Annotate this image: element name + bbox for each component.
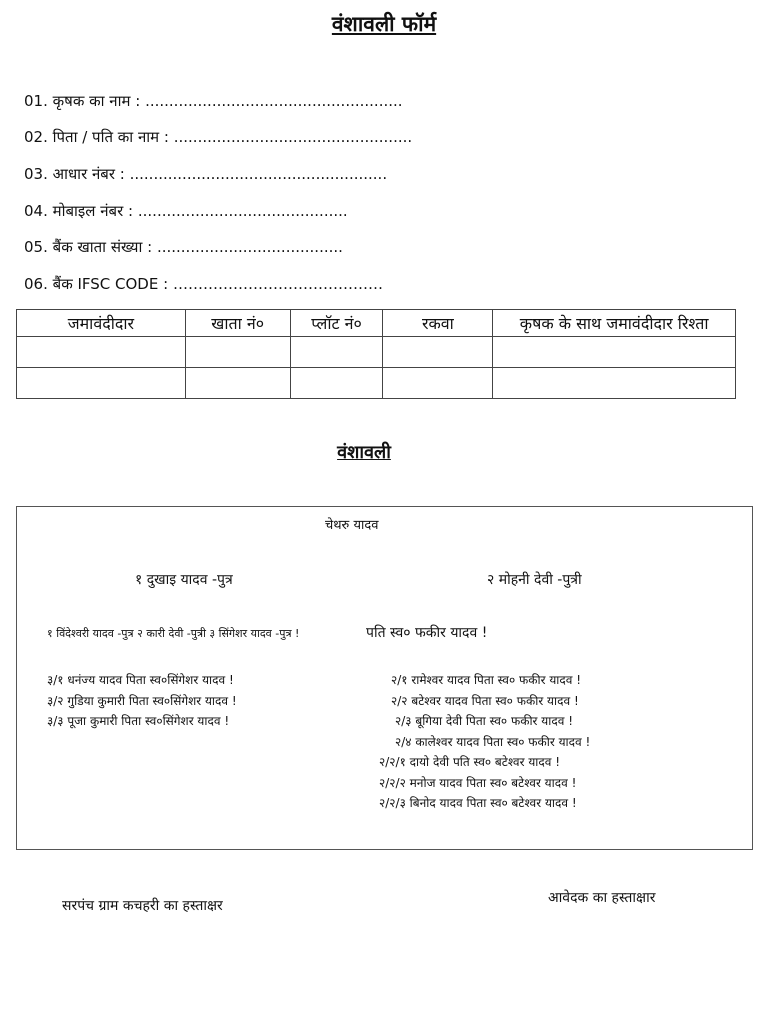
col-header-owner: जमावंदीदार	[17, 310, 186, 337]
table-row	[17, 368, 736, 399]
table-header-row	[17, 310, 736, 337]
tree-grandchildren-line: १ विंदेश्वरी यादव -पुत्र २ कारी देवी -पुत्री ३ सिंगेशर यादव -पुत्र !	[47, 627, 300, 640]
field-label: 02. पिता / पति का नाम :	[24, 128, 169, 146]
table-cell	[185, 337, 290, 368]
field-ifsc-code	[24, 274, 383, 294]
field-label: 05. बैंक खाता संख्या :	[24, 238, 153, 256]
tree-line-left: ३/१ धनंज्य यादव पिता स्व०सिंगेशर यादव !	[47, 673, 234, 687]
tree-line-left: ३/३ पूजा कुमारी पिता स्व०सिंगेशर यादव !	[47, 714, 230, 728]
col-header-relation: कृषक के साथ जमावंदीदार रिश्ता	[493, 310, 736, 337]
table-cell	[383, 337, 493, 368]
table-cell	[383, 368, 493, 399]
table-cell	[493, 337, 736, 368]
genealogy-heading: वंशावली	[337, 442, 391, 463]
tree-line-right: २/२/३ बिनोद यादव पिता स्व० बटेश्वर यादव !	[379, 796, 577, 810]
field-label: 06. बैंक IFSC CODE :	[24, 275, 169, 293]
tree-line-right: २/३ बूगिया देवी पिता स्व० फकीर यादव !	[395, 714, 574, 728]
col-header-plot: प्लॉट नं०	[290, 310, 383, 337]
col-header-khata: खाता नं०	[185, 310, 290, 337]
tree-line-left: ३/२ गुडिया कुमारी पिता स्व०सिंगेशर यादव !	[47, 694, 237, 708]
tree-spouse: पति स्व० फकीर यादव !	[366, 625, 488, 641]
tree-child-son: १ दुखाइ यादव -पुत्र	[135, 572, 233, 588]
field-father-husband-name	[24, 127, 412, 147]
table-cell	[185, 368, 290, 399]
field-blank: ......................................................	[145, 92, 403, 110]
field-blank: ............................................	[137, 202, 348, 220]
table-cell	[17, 368, 186, 399]
field-label: 03. आधार नंबर :	[24, 165, 125, 183]
field-blank: .......................................	[156, 238, 343, 256]
tree-line-right: २/४ कालेश्वर यादव पिता स्व० फकीर यादव !	[395, 735, 591, 749]
sarpanch-signature-label: सरपंच ग्राम कचहरी का हस्ताक्षर	[62, 898, 223, 914]
tree-child-daughter: २ मोहनी देवी -पुत्री	[487, 572, 582, 588]
col-header-area: रकवा	[383, 310, 493, 337]
tree-line-right: २/२/१ दायो देवी पति स्व० बटेश्वर यादव !	[379, 755, 561, 769]
field-aadhaar-number	[24, 164, 387, 184]
tree-line-right: २/२/२ मनोज यादव पिता स्व० बटेश्वर यादव !	[379, 776, 577, 790]
table-cell	[290, 337, 383, 368]
field-mobile-number	[24, 201, 348, 221]
field-label: 01. कृषक का नाम :	[24, 92, 141, 110]
applicant-signature-label: आवेदक का हस्ताक्षार	[548, 890, 656, 906]
table-row	[17, 337, 736, 368]
field-farmer-name	[24, 91, 403, 111]
table-cell	[290, 368, 383, 399]
form-title: वंशावली फॉर्म	[331, 12, 437, 36]
table-cell	[493, 368, 736, 399]
field-label: 04. मोबाइल नंबर :	[24, 202, 134, 220]
field-blank: ..................................................	[173, 128, 413, 146]
land-owner-table	[16, 309, 736, 399]
genealogy-box	[16, 506, 753, 850]
tree-line-right: २/१ रामेश्वर यादव पिता स्व० फकीर यादव !	[391, 673, 582, 687]
field-blank: ……………………………………	[172, 275, 383, 293]
tree-line-right: २/२ बटेश्वर यादव पिता स्व० फकीर यादव !	[391, 694, 579, 708]
field-blank: ......................................................	[129, 165, 388, 183]
table-cell	[17, 337, 186, 368]
tree-root: चेथरु यादव	[325, 518, 379, 533]
field-bank-account	[24, 237, 343, 257]
